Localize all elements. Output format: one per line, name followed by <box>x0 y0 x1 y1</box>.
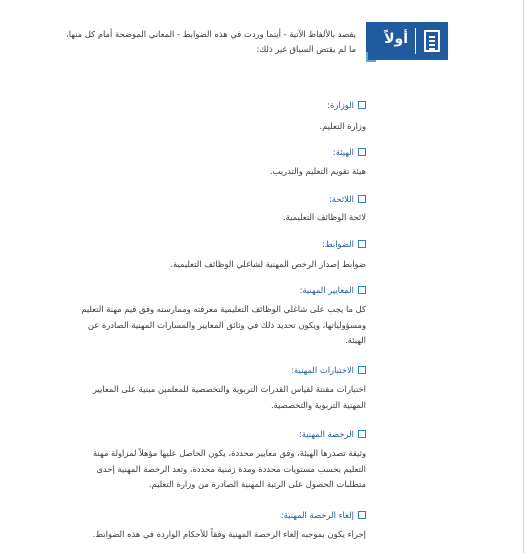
bullet-box-icon <box>358 430 366 438</box>
definition-term <box>300 285 366 295</box>
section-title: أولاً <box>384 31 408 47</box>
definition-term <box>327 100 366 110</box>
definition-term <box>281 510 366 520</box>
bullet-box-icon <box>358 148 366 156</box>
definition-text: لائحة الوظائف التعليمية. <box>282 212 366 222</box>
term-label: الضوابط: <box>322 239 354 249</box>
definition-term <box>291 365 366 375</box>
definition-text: اختبارات مقننة لقياس القدرات التربوية والتخصصية للمعلمين مبنية على المعايير المهنية التربوية والتخصصية. <box>92 384 366 410</box>
bullet-box-icon <box>358 366 366 374</box>
bullet-box-icon <box>358 511 366 519</box>
term-label: إلغاء الرخصة المهنية: <box>280 510 354 520</box>
definition-term <box>299 429 366 439</box>
bullet-box-icon <box>358 286 366 294</box>
header-divider <box>415 28 416 54</box>
definition-text: إجراء يكون بموجبه إلغاء الرخصة المهنية وفقاً للأحكام الواردة في هذه الضوابط. <box>92 529 366 539</box>
term-label: اللائحة: <box>329 194 354 204</box>
term-label: الوزارة: <box>327 100 354 110</box>
definition-text: ضوابط إصدار الرخص المهنية لشاغلي الوظائف التعليمية. <box>170 259 366 269</box>
page-edge <box>523 0 524 553</box>
definition-text: وثيقة تصدرها الهيئة، وفق معايير محددة، يكون الحاصل عليها مؤهلاً لمزاولة مهنة التعليم بحسب مستويات محددة ومدة زمنية محددة، وتعد الرخصة المهنية إحدى متطلبات الحصول على الرتبة المهنية الصادرة من وزارة التعليم. <box>92 448 366 489</box>
corner-accent <box>366 52 376 62</box>
definition-text: وزارة التعليم. <box>319 121 366 131</box>
definition-term <box>322 239 366 249</box>
bullet-box-icon <box>358 240 366 248</box>
bullet-box-icon <box>358 195 366 203</box>
intro-paragraph: يقصد بالألفاظ الآتية - أينما وردت في هذه الضوابط - المعاني الموضحة أمام كل منها، ما لم يقتض السياق غير ذلك: <box>66 29 356 54</box>
term-label: الرخصة المهنية: <box>298 429 354 439</box>
bullet-box-icon <box>358 101 366 109</box>
definition-text: كل ما يجب على شاغلي الوظائف التعليمية معرفته وممارسته وفق قيم مهنة التعليم ومسؤولياتها، ويكون تحديد ذلك في وثائق المعايير والمسارات المهنية الصادرة عن الهيئة. <box>81 304 366 345</box>
term-label: الهيئة: <box>332 147 354 157</box>
definition-term <box>329 194 366 204</box>
section-header <box>366 22 448 60</box>
term-label: المعايير المهنية: <box>299 285 354 295</box>
definition-term <box>333 147 366 157</box>
term-label: الاختبارات المهنية: <box>291 365 354 375</box>
document-icon <box>424 30 440 52</box>
definition-text: هيئة تقويم التعليم والتدريب. <box>269 166 366 176</box>
